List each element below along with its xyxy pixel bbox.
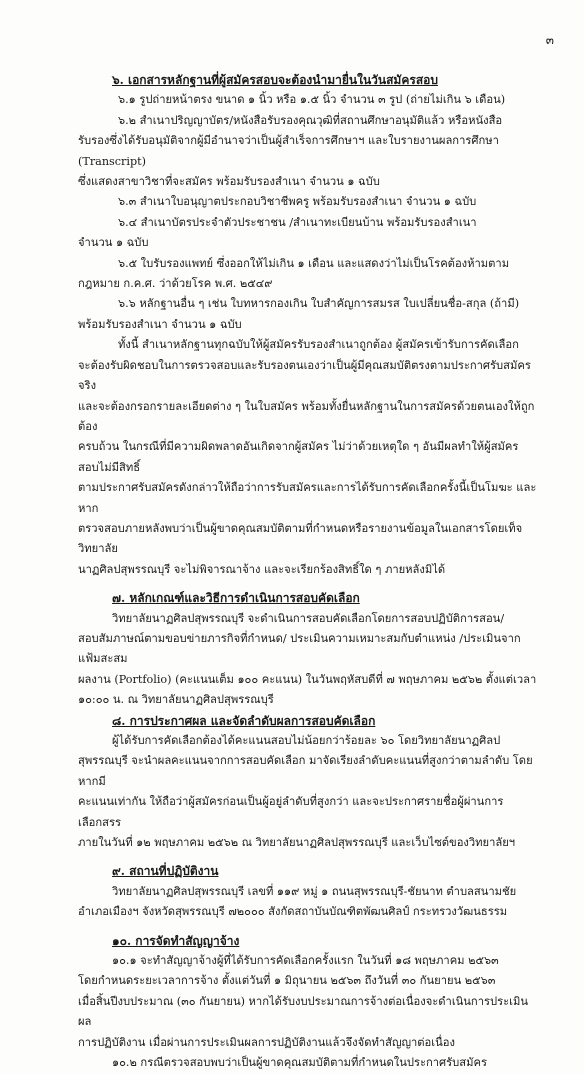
- item-10-1-line-4: การปฏิบัติงาน เมื่อผ่านการประเมินผลการปฏิบัติงานแล้วจึงจัดทำสัญญาต่อเนื่อง: [78, 1035, 455, 1049]
- section-9: [78, 861, 538, 922]
- section-9-line-2: อำเภอเมืองฯ จังหวัดสุพรรณบุรี ๗๒๐๐๐ สังกัดสถาบันบัณฑิตพัฒนศิลป์ กระทรวงวัฒนธรรม: [78, 905, 508, 919]
- section-10: [78, 931, 538, 1074]
- section-8-line-1: ผู้ได้รับการคัดเลือกต้องได้คะแนนสอบไม่น้อยกว่าร้อยละ ๖๐ โดยวิทยาลัยนาฏศิลป: [112, 734, 501, 747]
- item-10-1-line-1: ๑๐.๑ จะทำสัญญาจ้างผู้ที่ได้รับการคัดเลือกครั้งแรก ในวันที่ ๑๘ พฤษภาคม ๒๕๖๓: [112, 954, 499, 968]
- item-6-2-line-1: ๖.๒ สำเนาปริญญาบัตร/หนังสือรับรองคุณวุฒิที่สถานศึกษาอนุมัติแล้ว หรือหนังสือ: [118, 113, 503, 127]
- section-8-line-3: คะแนนเท่ากัน ให้ถือว่าผู้สมัครก่อนเป็นผู้อยู่ลำดับที่สูงกว่า และจะประกาศรายชื่อผู้ผ่านการเลือกสรร: [78, 795, 504, 829]
- section-7-line-2: สอบสัมภาษณ์ตามขอบข่ายภารกิจที่กำหนด/ ประเมินความเหมาะสมกับตำแหน่ง /ประเมินจากแฟ้มสะสม: [78, 631, 521, 666]
- section-8-line-2: สุพรรณบุรี จะนำผลคะแนนจากการสอบคัดเลือก มาจัดเรียงลำดับคะแนนที่สูงกว่าตามลำดับ โดยหากมี: [78, 754, 533, 788]
- item-6-4-line-2: จำนวน ๑ ฉบับ: [78, 236, 149, 250]
- item-10-1-line-2: โดยกำหนดระยะเวลาการจ้าง ตั้งแต่วันที่ ๑ มิถุนายน ๒๕๖๓ ถึงวันที่ ๓๐ กันยายน ๒๕๖๓: [78, 974, 496, 988]
- page-number: ๓: [545, 33, 554, 47]
- item-6-4-line-1: ๖.๔ สำเนาบัตรประจำตัวประชาชน /สำเนาทะเบียนบ้าน พร้อมรับรองสำเนา: [118, 215, 477, 229]
- note-line-1: ทั้งนี้ สำเนาหลักฐานทุกฉบับให้ผู้สมัครรับรองสำเนาถูกต้อง ผู้สมัครเข้ารับการคัดเลือก: [118, 338, 519, 352]
- item-6-6-line-1: ๖.๖ หลักฐานอื่น ๆ เช่น ใบทหารกองเกิน ใบสำคัญการสมรส ใบเปลี่ยนชื่อ-สกุล (ถ้ามี): [118, 297, 520, 311]
- section-7: [78, 588, 538, 710]
- section-6-heading: ๖. เอกสารหลักฐานที่ผู้สมัครสอบจะต้องนำมายื่นในวันสมัครสอบ: [112, 73, 438, 87]
- item-6-2-line-3: ซึ่งแสดงสาขาวิชาที่จะสมัคร พร้อมรับรองสำเนา จำนวน ๑ ฉบับ: [78, 175, 380, 189]
- section-6: [78, 70, 538, 580]
- section-8-line-4: ภายในวันที่ ๑๒ พฤษภาคม ๒๕๖๒ ณ วิทยาลัยนาฏศิลปสุพรรณบุรี และเว็บไซต์ของวิทยาลัยฯ: [78, 836, 516, 850]
- item-6-2-line-2: รับรองซึ่งได้รับอนุมัติจากผู้มีอำนาจว่าเป็นผู้สำเร็จการศึกษาฯ และใบรายงานผลการศึกษา (Transcript): [78, 134, 499, 168]
- note-line-5: ตามประกาศรับสมัครดังกล่าวให้ถือว่าการรับสมัครและการได้รับการคัดเลือกครั้งนี้เป็นโมฆะ และหาก: [78, 481, 537, 515]
- item-6-6-line-2: พร้อมรับรองสำเนา จำนวน ๑ ฉบับ: [78, 317, 242, 331]
- section-9-line-1: วิทยาลัยนาฏศิลปสุพรรณบุรี เลขที่ ๑๑๙ หมู่ ๑ ถนนสุพรรณบุรี-ชัยนาท ตำบลสนามชัย: [112, 884, 517, 898]
- section-9-heading: ๙. สถานที่ปฏิบัติงาน: [112, 864, 219, 879]
- section-7-line-3: ผลงาน (Portfolio) (คะแนนเต็ม ๑๐๐ คะแนน) ในวันพฤหัสบดีที่ ๗ พฤษภาคม ๒๕๖๒ ตั้งแต่เวลา: [78, 672, 537, 686]
- item-10-2-line-1: ๑๐.๒ กรณีตรวจสอบพบว่าเป็นผู้ขาดคุณสมบัติตามที่กำหนดในประกาศรับสมัคร: [112, 1056, 487, 1070]
- note-line-2: จะต้องรับผิดชอบในการตรวจสอบและรับรองตนเองว่าเป็นผู้มีคุณสมบัติตรงตามประกาศรับสมัครจริง: [78, 358, 531, 393]
- item-6-5-line-2: กฎหมาย ก.ค.ศ. ว่าด้วยโรค พ.ศ. ๒๕๔๙: [78, 277, 273, 291]
- section-8-heading: ๘. การประกาศผล และจัดลำดับผลการสอบคัดเลือก: [112, 713, 376, 728]
- note-line-6: ตรวจสอบภายหลังพบว่าเป็นผู้ขาดคุณสมบัติตามที่กำหนดหรือรายงานข้อมูลในเอกสารโดยเท็จ วิทยาลัย: [78, 521, 523, 556]
- item-10-1-line-3: เมื่อสิ้นปีงบประมาณ (๓๐ กันยายน) หากได้รับงบประมาณการจ้างต่อเนื่องจะดำเนินการประเมินผล: [78, 994, 528, 1029]
- section-7-heading: ๗. หลักเกณฑ์และวิธีการดำเนินการสอบคัดเลือก: [112, 591, 360, 606]
- note-line-4: ครบถ้วน ในกรณีที่มีความผิดพลาดอันเกิดจากผู้สมัคร ไม่ว่าด้วยเหตุใด ๆ อันมีผลทำให้ผู้สมัครสอบไม่มีสิทธิ์: [78, 440, 519, 474]
- item-6-3: ๖.๓ สำเนาใบอนุญาตประกอบวิชาชีพครู พร้อมรับรองสำเนา จำนวน ๑ ฉบับ: [118, 195, 477, 209]
- section-8: [78, 711, 538, 854]
- note-line-3: และจะต้องกรอกรายละเอียดต่าง ๆ ในใบสมัคร พร้อมทั้งยื่นหลักฐานในการสมัครด้วยตนเองให้ถูกต้อง: [78, 399, 535, 433]
- item-6-5-line-1: ๖.๕ ใบรับรองแพทย์ ซึ่งออกให้ไม่เกิน ๑ เดือน และแสดงว่าไม่เป็นโรคต้องห้ามตาม: [118, 256, 510, 270]
- section-7-line-1: วิทยาลัยนาฏศิลปสุพรรณบุรี จะดำเนินการสอบคัดเลือกโดยการสอบปฏิบัติการสอน/: [112, 611, 505, 625]
- section-10-heading: ๑๐. การจัดทำสัญญาจ้าง: [112, 933, 240, 948]
- note-line-7: นาฏศิลปสุพรรณบุรี จะไม่พิจารณาจ้าง และจะเรียกร้องสิทธิ์ใด ๆ ภายหลังมิได้: [78, 562, 446, 576]
- item-6-1: ๖.๑ รูปถ่ายหน้าตรง ขนาด ๑ นิ้ว หรือ ๑.๕ นิ้ว จำนวน ๓ รูป (ถ่ายไม่เกิน ๖ เดือน): [118, 93, 506, 107]
- section-7-line-4: ๑๐:๐๐ น. ณ วิทยาลัยนาฏศิลปสุพรรณบุรี: [78, 693, 274, 707]
